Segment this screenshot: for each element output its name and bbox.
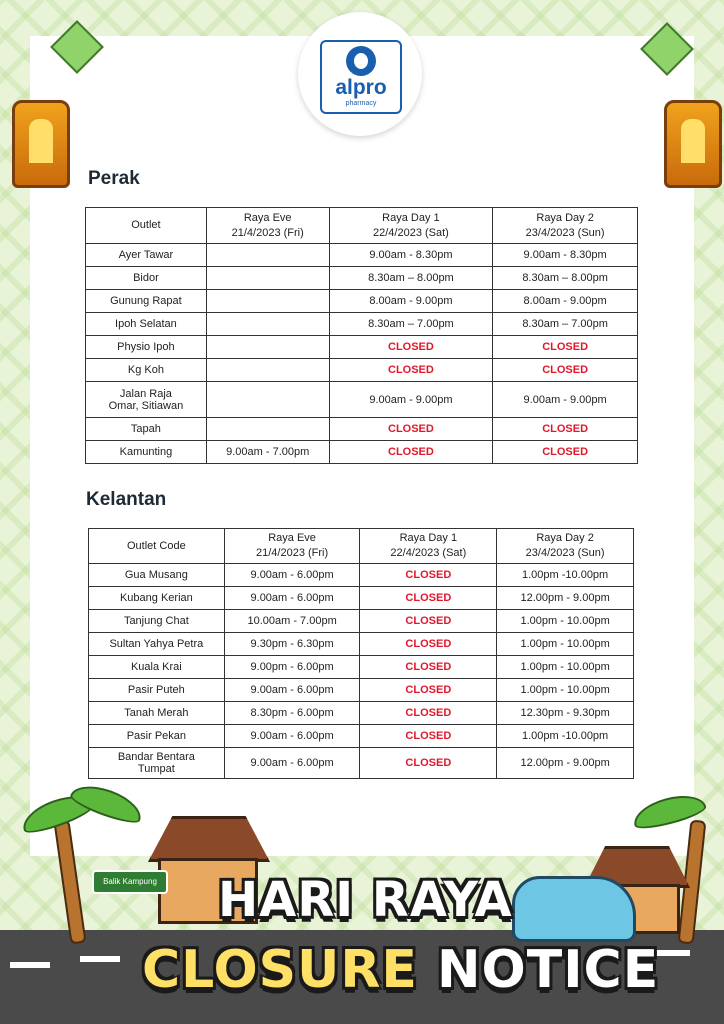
hours-day2: 1.00pm - 10.00pm [497,610,634,633]
kelantan-title: Kelantan [86,489,167,510]
hours-day1: CLOSED [360,725,497,748]
hours-day1: CLOSED [360,610,497,633]
outlet-name [89,702,225,725]
hours-eve: 9.00am - 6.00pm [224,725,360,748]
kelantan-header-cell [497,529,634,564]
table-row [86,336,638,359]
hours-day2: CLOSED [493,359,638,382]
outlet-name-line: Gua Musang [124,569,188,581]
logo-brand: alpro [335,76,387,99]
hours-eve [206,382,329,418]
hours-eve: 9.00am - 6.00pm [224,679,360,702]
outlet-name-line: Omar, Sitiawan [108,399,184,412]
table-row [89,587,634,610]
outlet-name-line: Kg Koh [127,364,164,376]
kelantan-header-text: Raya Eve [268,532,316,544]
hours-day1: CLOSED [360,633,497,656]
table-row [89,679,634,702]
banner-title-line2 [142,940,659,1000]
hours-day1: 8.30am – 7.00pm [329,313,493,336]
hours-day2: 12.00pm - 9.00pm [497,587,634,610]
outlet-name [86,382,207,418]
outlet-name [86,418,207,441]
table-row [86,382,638,418]
hours-day2: 1.00pm -10.00pm [497,725,634,748]
outlet-name-line: Ipoh Selatan [115,318,177,330]
banner-closure: CLOSURE [142,940,418,1000]
banner-notice: NOTICE [437,940,660,1000]
outlet-name [89,656,225,679]
hours-day2: 8.30am – 7.00pm [493,313,638,336]
table-row [89,702,634,725]
outlet-name-line: Tanjung Chat [123,615,189,627]
kelantan-header-text: 23/4/2023 (Sun) [525,547,605,559]
table-row [89,633,634,656]
hours-eve [206,290,329,313]
kelantan-table [88,528,634,779]
outlet-name [89,725,225,748]
table-row [89,725,634,748]
table-row [86,244,638,267]
hours-day2: 1.00pm - 10.00pm [497,633,634,656]
perak-title: Perak [88,168,140,189]
outlet-name [89,748,225,779]
outlet-name-line: Sultan Yahya Petra [109,638,204,650]
hours-day1: CLOSED [360,564,497,587]
table-row [86,313,638,336]
hours-eve [206,267,329,290]
outlet-name [86,267,207,290]
outlet-name [86,244,207,267]
kelantan-header-text: 22/4/2023 (Sat) [390,547,467,559]
outlet-name [86,441,207,464]
outlet-name-line: Jalan Raja [119,387,172,400]
kelantan-header-cell [224,529,360,564]
hours-day2: 9.00am - 8.30pm [493,244,638,267]
perak-header-text: 23/4/2023 (Sun) [525,226,605,239]
balik-kampung-sign: Balik Kampung [92,870,168,894]
alpro-logo [298,12,422,136]
hours-day2: 1.00pm - 10.00pm [497,656,634,679]
outlet-name-line: Physio Ipoh [117,341,175,353]
outlet-name [86,313,207,336]
hours-day2: CLOSED [493,418,638,441]
perak-header-cell [206,208,329,244]
hours-day2: 9.00am - 9.00pm [493,382,638,418]
table-row [89,564,634,587]
perak-header-text: 22/4/2023 (Sat) [373,226,449,239]
outlet-name-line: Kuala Krai [130,661,182,673]
hours-day1: CLOSED [329,359,493,382]
hours-eve: 9.00am - 6.00pm [224,564,360,587]
car-illustration [512,876,636,942]
outlet-name-line: Bandar Bentara [117,751,195,763]
perak-header-cell [493,208,638,244]
perak-table [85,207,638,464]
lantern-right-decoration [664,100,722,188]
table-row [86,418,638,441]
kelantan-header-cell [360,529,497,564]
outlet-name [89,633,225,656]
kelantan-header-text: Raya Day 2 [536,532,594,544]
hours-day2: 1.00pm - 10.00pm [497,679,634,702]
kelantan-header-text: 21/4/2023 (Fri) [256,547,329,559]
perak-header-text: 21/4/2023 (Fri) [231,226,304,239]
road-stripe [10,962,50,968]
table-row [89,610,634,633]
perak-header-text: Raya Eve [243,211,292,224]
hours-eve: 9.30pm - 6.30pm [224,633,360,656]
table-row [86,290,638,313]
perak-header-text: Outlet [131,219,161,231]
hours-day2: 12.30pm - 9.30pm [497,702,634,725]
hours-day1: CLOSED [329,336,493,359]
hours-day1: 8.30am – 8.00pm [329,267,493,290]
outlet-name-line: Kamunting [119,446,173,458]
hours-eve [206,359,329,382]
hours-day1: CLOSED [329,418,493,441]
hours-eve [206,336,329,359]
outlet-name-line: Tumpat [137,763,175,775]
hours-day2: 12.00pm - 9.00pm [497,748,634,779]
hours-day2: CLOSED [493,336,638,359]
hours-day2: 8.00am - 9.00pm [493,290,638,313]
hours-eve [206,244,329,267]
kelantan-header-text: Outlet Code [127,539,186,552]
hours-eve: 9.00am - 6.00pm [224,587,360,610]
hours-day2: 1.00pm -10.00pm [497,564,634,587]
outlet-name-line: Tanah Merah [124,707,189,719]
hours-eve: 9.00am - 7.00pm [206,441,329,464]
outlet-name-line: Ayer Tawar [118,249,174,261]
road-stripe [80,956,120,962]
hours-day1: CLOSED [360,679,497,702]
hours-day1: CLOSED [360,656,497,679]
logo-sub: pharmacy [345,100,377,107]
outlet-name [89,564,225,587]
perak-header-text: Raya Day 2 [536,211,594,224]
outlet-name [86,290,207,313]
outlet-name-line: Bidor [133,272,159,284]
table-row [86,441,638,464]
outlet-name-line: Gunung Rapat [110,295,182,307]
outlet-name [86,359,207,382]
outlet-name [89,610,225,633]
banner-title-line1: HARI RAYA [218,872,513,928]
hours-eve: 9.00am - 6.00pm [224,748,360,779]
table-row [86,267,638,290]
outlet-name [89,587,225,610]
alpro-mark-icon [346,46,376,76]
table-row [86,359,638,382]
hours-eve [206,313,329,336]
hours-day1: 8.00am - 9.00pm [329,290,493,313]
hours-day1: CLOSED [329,441,493,464]
hours-eve: 9.00pm - 6.00pm [224,656,360,679]
outlet-name-line: Tapah [130,423,161,435]
outlet-name-line: Kubang Kerian [119,592,193,604]
perak-header-text: Raya Day 1 [382,211,440,224]
lantern-left-decoration [12,100,70,188]
hours-day2: CLOSED [493,441,638,464]
outlet-name-line: Pasir Puteh [127,684,185,696]
outlet-name [86,336,207,359]
outlet-name [89,679,225,702]
hours-day1: 9.00am - 8.30pm [329,244,493,267]
hours-day1: CLOSED [360,748,497,779]
table-row [89,656,634,679]
hours-eve: 8.30pm - 6.00pm [224,702,360,725]
hours-eve: 10.00am - 7.00pm [224,610,360,633]
hours-day1: 9.00am - 9.00pm [329,382,493,418]
hours-day1: CLOSED [360,587,497,610]
perak-header-cell [86,208,207,244]
hours-day1: CLOSED [360,702,497,725]
kelantan-header-cell [89,529,225,564]
perak-header-cell [329,208,493,244]
hours-day2: 8.30am – 8.00pm [493,267,638,290]
kelantan-header-text: Raya Day 1 [399,532,458,544]
hours-eve [206,418,329,441]
outlet-name-line: Pasir Pekan [126,730,187,742]
table-row [89,748,634,779]
